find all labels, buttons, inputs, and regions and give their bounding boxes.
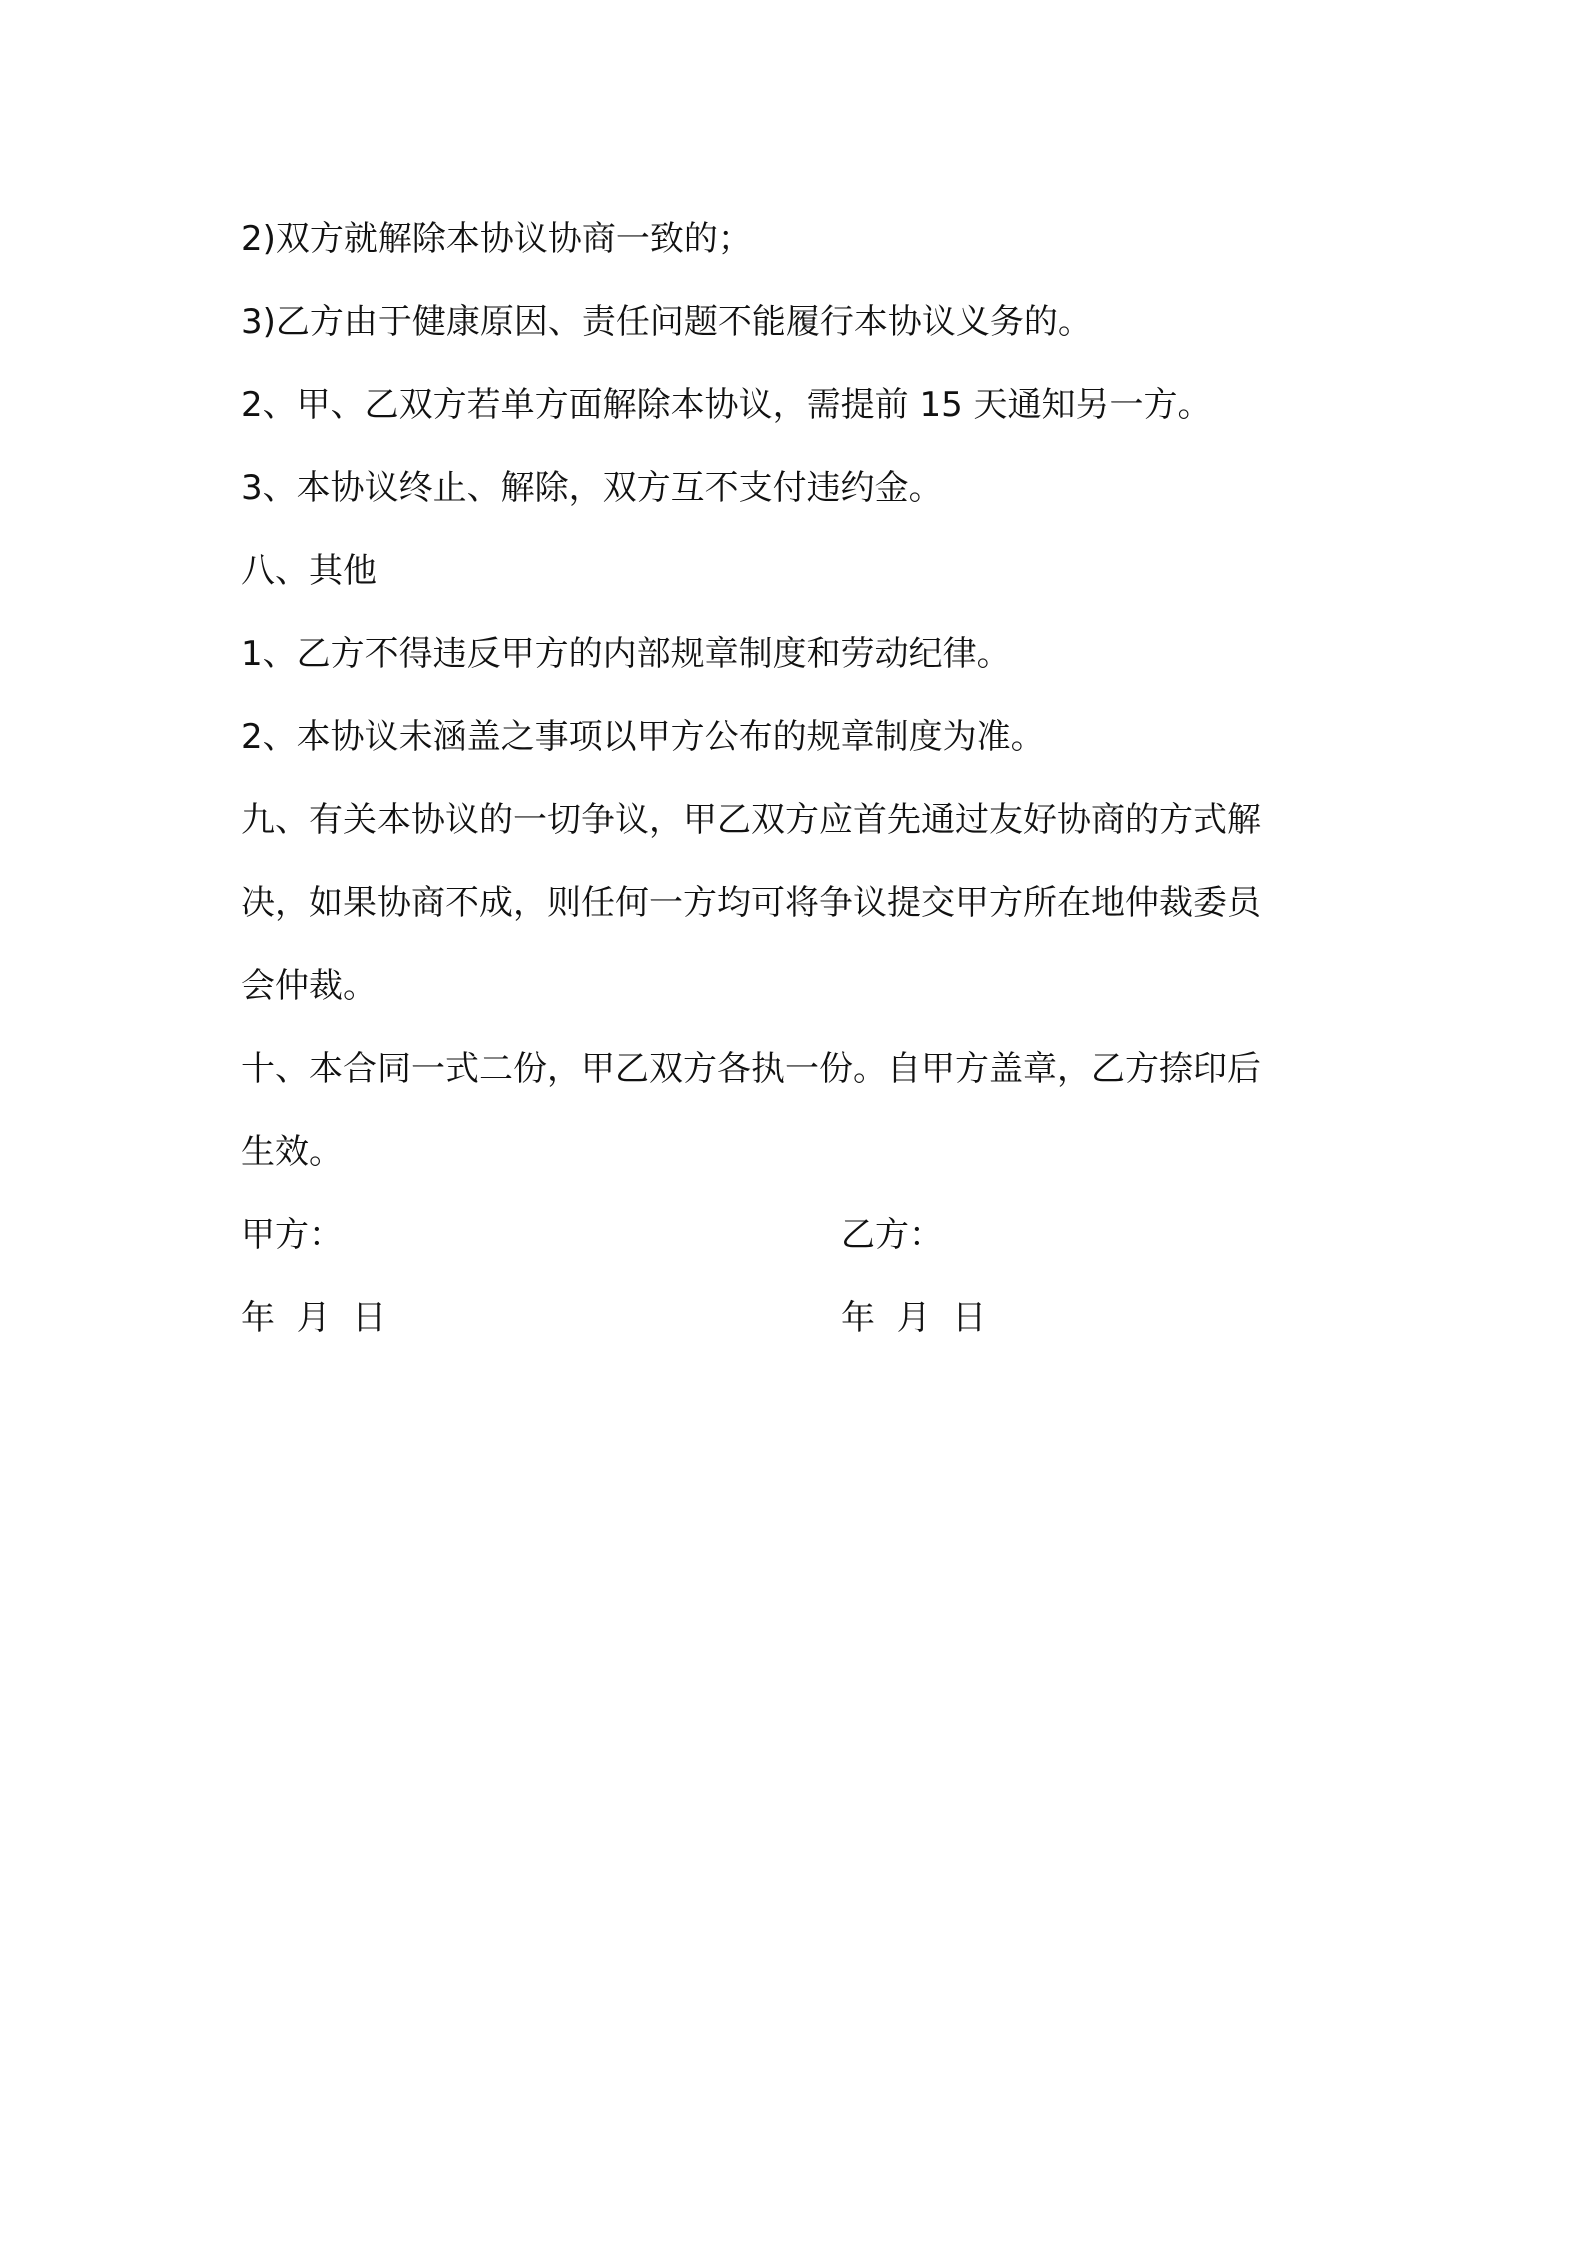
party-a-date: 年 月 日 bbox=[241, 1298, 387, 1338]
clause-line: 3、本协议终止、解除，双方互不支付违约金。 bbox=[241, 468, 943, 508]
clause-line: 2)双方就解除本协议协商一致的； bbox=[241, 219, 752, 259]
clause-ten-line: 生效。 bbox=[241, 1132, 343, 1172]
party-b-label: 乙方： bbox=[841, 1215, 943, 1255]
clause-line: 3)乙方由于健康原因、责任问题不能履行本协议义务的。 bbox=[241, 302, 1092, 342]
clause-line: 2、甲、乙双方若单方面解除本协议，需提前 15 天通知另一方。 bbox=[241, 385, 1212, 425]
party-a-label: 甲方： bbox=[241, 1215, 343, 1255]
clause-nine-line: 决，如果协商不成，则任何一方均可将争议提交甲方所在地仲裁委员 bbox=[241, 883, 1261, 923]
party-b-date: 年 月 日 bbox=[841, 1298, 987, 1338]
clause-line: 2、本协议未涵盖之事项以甲方公布的规章制度为准。 bbox=[241, 717, 1045, 757]
clause-nine-line: 九、有关本协议的一切争议，甲乙双方应首先通过友好协商的方式解 bbox=[241, 800, 1261, 840]
clause-ten-line: 十、本合同一式二份，甲乙双方各执一份。自甲方盖章，乙方捺印后 bbox=[241, 1049, 1261, 1089]
clause-line: 1、乙方不得违反甲方的内部规章制度和劳动纪律。 bbox=[241, 634, 1011, 674]
document-body bbox=[241, 198, 1361, 1360]
signature-row bbox=[241, 1194, 1361, 1277]
date-row bbox=[241, 1277, 1361, 1360]
clause-nine-line: 会仲裁。 bbox=[241, 966, 377, 1006]
section-heading: 八、其他 bbox=[241, 551, 377, 591]
